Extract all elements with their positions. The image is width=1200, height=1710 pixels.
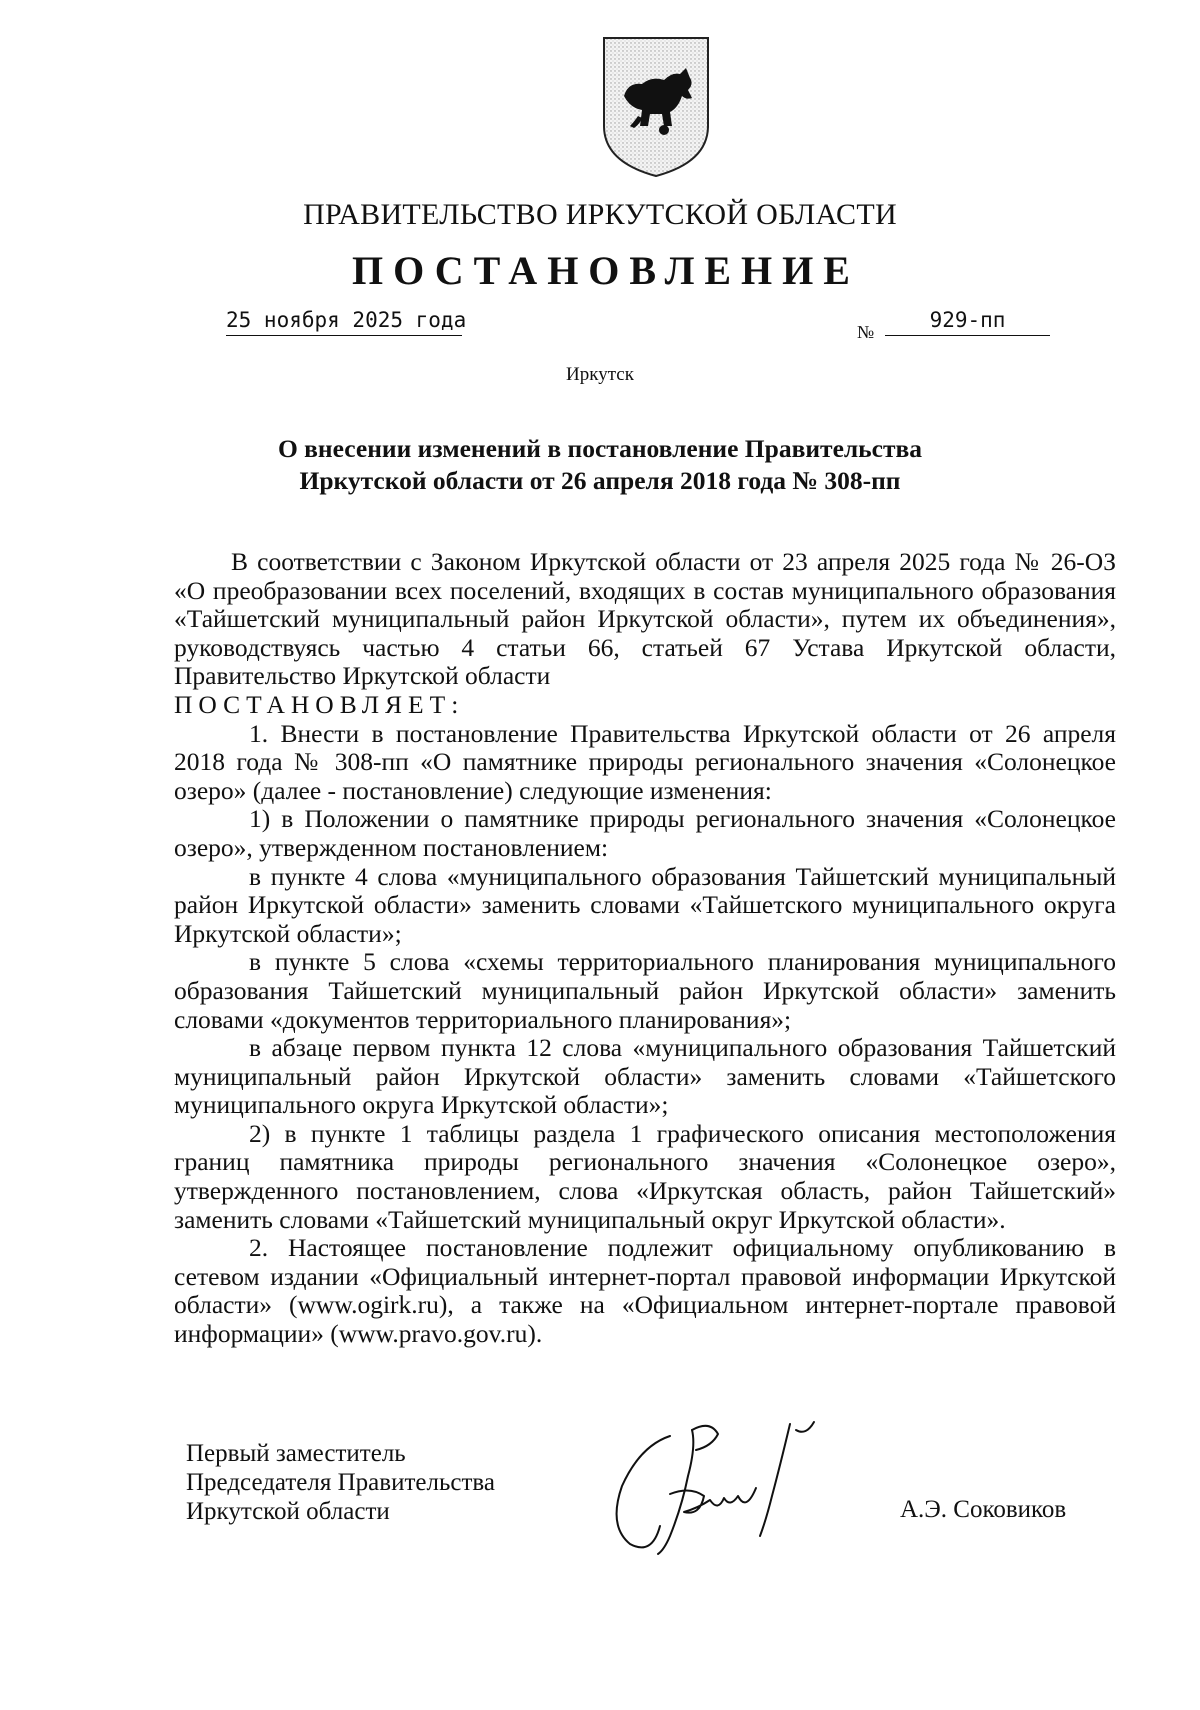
document-date: 25 ноября 2025 года bbox=[226, 308, 462, 336]
decree-word: ПОСТАНОВЛЯЕТ: bbox=[174, 689, 465, 719]
paragraph-item-1: 1. Внести в постановление Правительства Иркутской области от 26 апреля 2018 года № 308-пп «О памятнике природы регионального значения «Солонецкое озеро» (далее - постановление) следующие изменения: bbox=[174, 718, 1116, 805]
signer-name: А.Э. Соковиков bbox=[900, 1496, 1067, 1523]
paragraph-subitem-1: 1) в Положении о памятнике природы регионального значения «Солонецкое озеро», утвержденном постановлением: bbox=[174, 804, 1116, 862]
document-body bbox=[174, 548, 1116, 1349]
title-line-1: О внесении изменений в постановление Правительства bbox=[277, 434, 923, 463]
signer-position-line-2: Председателя Правительства bbox=[186, 1469, 495, 1496]
signer-position-line-1: Первый заместитель bbox=[186, 1440, 406, 1467]
document-title bbox=[0, 433, 1200, 497]
city: Иркутск bbox=[566, 364, 634, 385]
title-line-2: Иркутской области от 26 апреля 2018 года № 308-пп bbox=[299, 466, 901, 495]
paragraph-item-2: 2. Настоящее постановление подлежит официальному опубликованию в сетевом издании «Официальный интернет-портал правовой информации Иркутской области» (www.ogirk.ru), а также на «Официальном интернет-портале правовой информации» (www.pravo.gov.ru). bbox=[174, 1233, 1116, 1349]
handwritten-signature bbox=[600, 1416, 870, 1566]
paragraph-point-5: в пункте 5 слова «схемы территориального планирования муниципального образования Тайшетский муниципальный район Иркутской области» заменить словами «документов территориального планирования»; bbox=[174, 947, 1116, 1034]
signer-position-line-3: Иркутской области bbox=[186, 1498, 390, 1525]
paragraph-point-4: в пункте 4 слова «муниципального образования Тайшетский муниципальный район Иркутской области» заменить словами «Тайшетского муниципального округа Иркутской области»; bbox=[174, 861, 1116, 948]
coat-of-arms-emblem bbox=[594, 34, 718, 180]
government-name: ПРАВИТЕЛЬСТВО ИРКУТСКОЙ ОБЛАСТИ bbox=[303, 198, 897, 231]
number-sign: № bbox=[857, 322, 875, 342]
signer-position bbox=[186, 1439, 495, 1526]
paragraph-point-12: в абзаце первом пункта 12 слова «муниципального образования Тайшетский муниципальный район Иркутской области» заменить словами «Тайшетского муниципального округа Иркутской области»; bbox=[174, 1033, 1116, 1120]
document-type: ПОСТАНОВЛЕНИЕ bbox=[352, 248, 860, 293]
paragraph-preamble: В соответствии с Законом Иркутской области от 23 апреля 2025 года № 26-ОЗ «О преобразовании всех поселений, входящих в состав муниципального образования «Тайшетский муниципальный район Иркутской области», путем их объединения», руководствуясь частью 4 статьи 66, статьей 67 Устава Иркутской области, Правительство Иркутской области bbox=[174, 547, 1116, 691]
paragraph-subitem-2: 2) в пункте 1 таблицы раздела 1 графического описания местоположения границ памятника природы регионального значения «Солонецкое озеро», утвержденного постановлением, слова «Иркутская область, район Тайшетский» заменить словами «Тайшетский муниципальный округ Иркутской области». bbox=[174, 1118, 1116, 1234]
document-number: 929-пп bbox=[885, 308, 1050, 336]
